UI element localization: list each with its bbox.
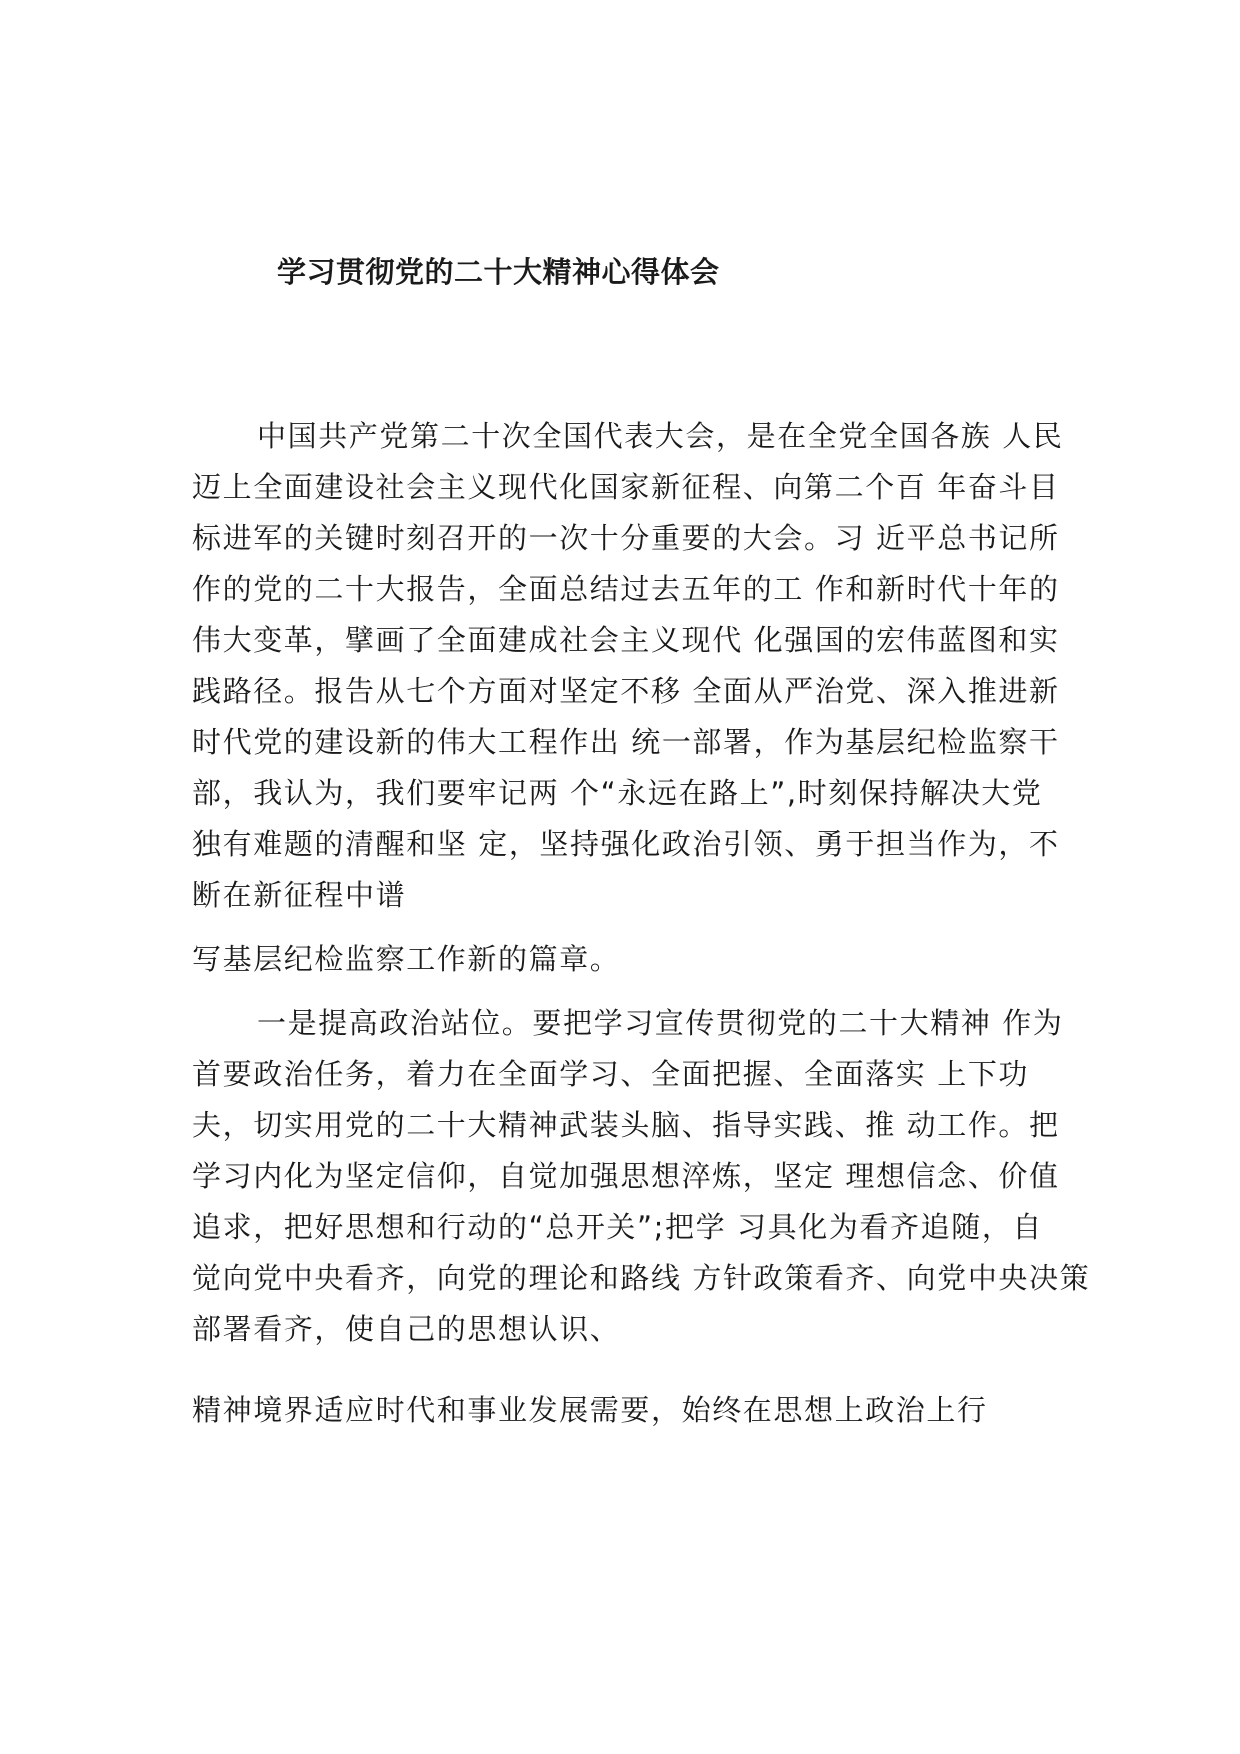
paragraph-3-line-6: 觉向党中央看齐，向党的理论和路线 方针政策看齐、向党中央决策: [192, 1261, 1091, 1295]
document-title: 学习贯彻党的二十大精神心得体会: [277, 255, 720, 289]
paragraph-3-line-2: 首要政治任务，着力在全面学习、全面把握、全面落实 上下功: [192, 1057, 1030, 1091]
paragraph-1-line-10: 断在新征程中谱: [192, 878, 407, 912]
paragraph-1-line-2: 迈上全面建设社会主义现代化国家新征程、向第二个百 年奋斗目: [192, 470, 1060, 504]
paragraph-1-line-6: 践路径。报告从七个方面对坚定不移 全面从严治党、深入推进新: [192, 674, 1060, 708]
paragraph-1-line-8: 部，我认为，我们要牢记两 个“永远在路上”,时刻保持解决大党: [192, 776, 1043, 810]
paragraph-1-line-3: 标进军的关键时刻召开的一次十分重要的大会。习 近平总书记所: [192, 521, 1060, 555]
paragraph-2-line-1: 写基层纪检监察工作新的篇章。: [192, 942, 621, 976]
paragraph-1-line-4: 作的党的二十大报告，全面总结过去五年的工 作和新时代十年的: [192, 572, 1060, 606]
paragraph-1-line-7: 时代党的建设新的伟大工程作出 统一部署，作为基层纪检监察干: [192, 725, 1060, 759]
paragraph-3-line-3: 夫，切实用党的二十大精神武装头脑、指导实践、推 动工作。把: [192, 1108, 1060, 1142]
paragraph-4-line-1: 精神境界适应时代和事业发展需要，始终在思想上政治上行: [192, 1393, 988, 1427]
paragraph-3-line-5: 追求，把好思想和行动的“总开关”;把学 习具化为看齐追随，自: [192, 1210, 1044, 1244]
paragraph-3-line-1: 一是提高政治站位。要把学习宣传贯彻党的二十大精神 作为: [257, 1006, 1064, 1040]
paragraph-1-line-9: 独有难题的清醒和坚 定，坚持强化政治引领、勇于担当作为，不: [192, 827, 1060, 861]
paragraph-1-line-1: 中国共产党第二十次全国代表大会，是在全党全国各族 人民: [257, 419, 1064, 453]
paragraph-3-line-4: 学习内化为坚定信仰，自觉加强思想淬炼，坚定 理想信念、价值: [192, 1159, 1060, 1193]
paragraph-1-line-5: 伟大变革，擘画了全面建成社会主义现代 化强国的宏伟蓝图和实: [192, 623, 1060, 657]
paragraph-3-line-7: 部署看齐，使自己的思想认识、: [192, 1312, 621, 1346]
